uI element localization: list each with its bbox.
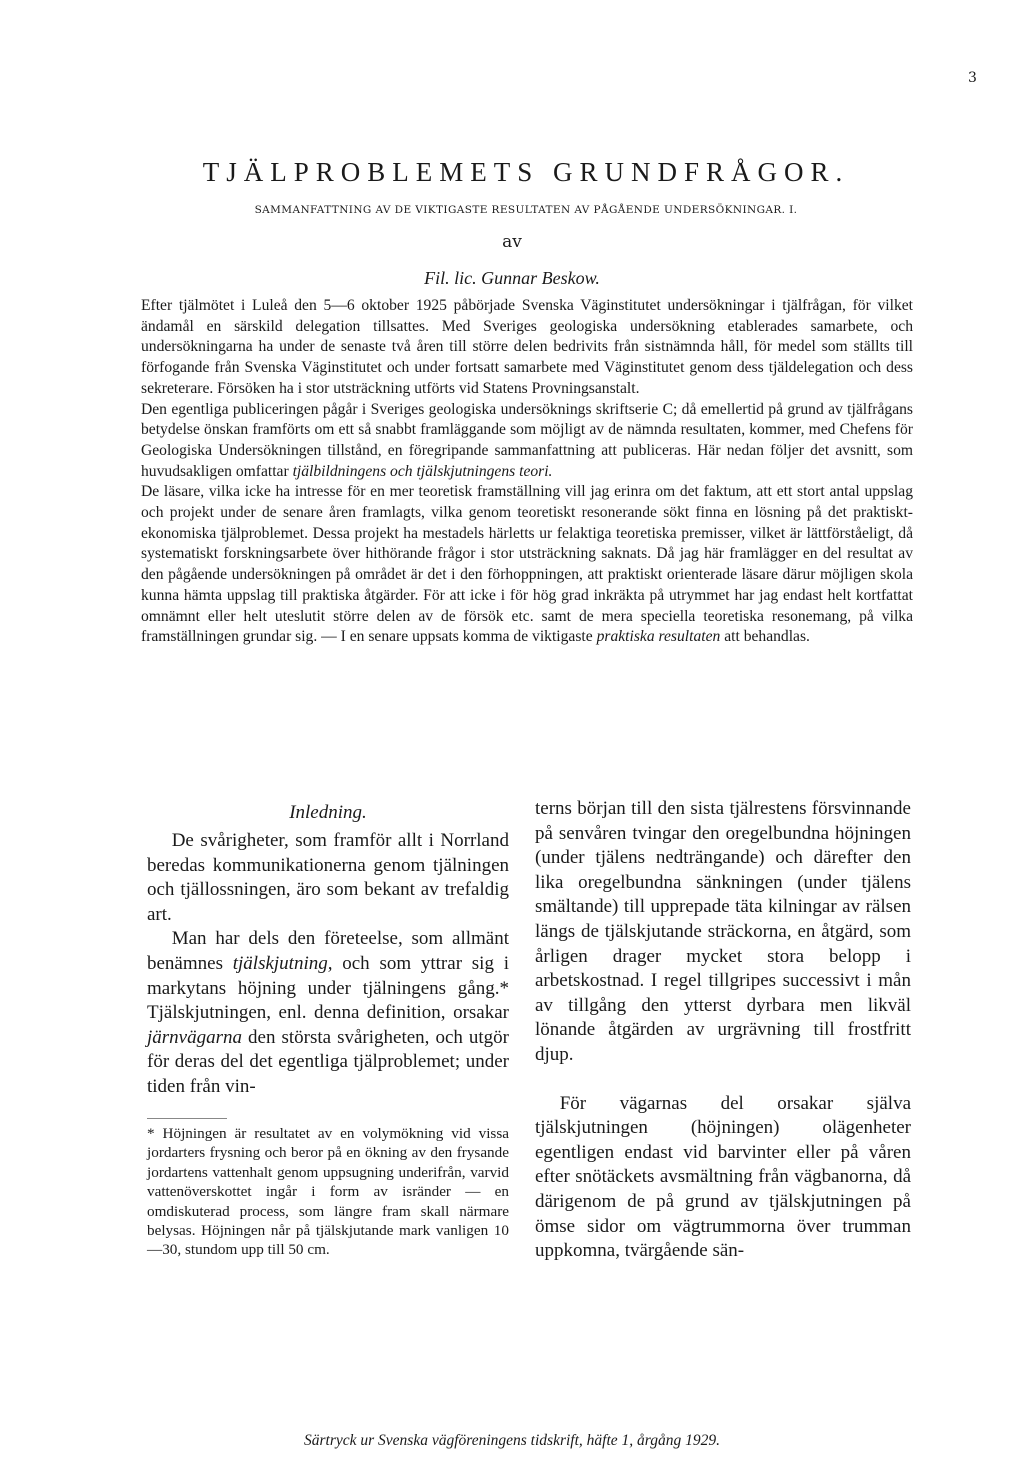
intro-p3-tail: att behandlas. [720, 628, 810, 646]
left-paragraph-1: De svårigheter, som framför allt i Norrland beredas kommunikationerna genom tjälningen och tjällossningen, äro som bekant av trefaldig art. [147, 830, 509, 925]
page-number: 3 [968, 70, 977, 86]
right-column [535, 797, 911, 1264]
left-paragraph-2 [147, 927, 509, 1099]
left-p2-emphasis-2: järnvägarna [147, 1026, 242, 1048]
footnote-separator [147, 1118, 227, 1119]
section-heading: Inledning. [289, 802, 367, 823]
intro-p2-emphasis: tjälbildningens och tjälskjutningens teori. [292, 462, 553, 480]
left-p2-text: Man har dels den företeelse, som allmänt benämnes [147, 928, 509, 974]
left-column [147, 797, 509, 1100]
right-paragraph-1: terns början till den sista tjälrestens försvinnande på senvåren tvingar den oregelbundna höjningen (under tjälens nedträngande) och därefter den lika oregelbundna sänkningen (under tjälens smältande) till upprepade täta kilningar av rälsen längs de tjälskjutande sträckorna, en åtgärd, som årligen drager mycket stora belopp i arbetskostnad. I regel tillgripes successivt i mån av tillgång den ytterst dyrbara men likväl lönande åtgärden av urgrävning till frostfritt djup. [535, 798, 911, 1065]
right-paragraph-2: För vägarnas del orsakar själva tjälskjutningen (höjningen) olägenheter egentligen endast vid barvinter eller på våren efter snötäckets avsmältning från vägbanorna, då därigenom de på grund av tjälskjutningen på ömse sidor om vägtrummorna över trumman uppkomna, tvärgående sän- [535, 1092, 911, 1262]
intro-p3-emphasis: praktiska resultaten [596, 628, 721, 646]
byline: av [502, 232, 522, 252]
footnote: * Höjningen är resultatet av en volymökning vid vissa jordarters frysning och beror på en ökning av den frysande jordartens vattenhalt genom uppsugning underifrån, varvid vattenöverskottet ingår i form av isränder — en omdiskuterad process, som längre fram skall närmare belysas. Höjningen når på tjälskjutande mark vanligen 10—30, stundom upp till 50 cm. [147, 1125, 509, 1259]
author-name: Fil. lic. Gunnar Beskow. [424, 268, 600, 288]
intro-paragraph-3 [141, 482, 913, 648]
intro-p2-text: Den egentliga publiceringen pågår i Sveriges geologiska undersöknings skriftserie C; då emellertid på grund av tjälfrågans betydelse önskan framförts om ett så snabbt framläggande som möjligt av de nämnda resultaten, kommer, med Chefens för Geologiska Undersökningen tillstånd, en föregripande sammanfattning att publiceras. Här nedan följer det avsnitt, som huvudsakligen omfattar [141, 400, 913, 480]
left-p2-emphasis-1: tjälskjutning, [232, 952, 333, 974]
article-subtitle: SAMMANFATTNING AV DE VIKTIGASTE RESULTATEN AV PÅGÅENDE UNDERSÖKNINGAR. I. [254, 204, 798, 216]
left-p2-text-b: och som yttrar sig i markytans höjning under tjälningens gång.* Tjälskjutningen, enl. denna definition, orsakar [147, 952, 509, 1024]
intro-section [141, 296, 913, 648]
left-p2-text-c: den största svårigheten, och utgör för deras del det egentliga tjälproblemet; under tiden från vin- [147, 1026, 509, 1097]
intro-paragraph-1: Efter tjälmötet i Luleå den 5—6 oktober 1925 påbörjade Svenska Väginstitutet undersökningar i tjälfrågan, för vilket ändamål en särskild delegation tillsattes. Med Sveriges geologiska undersökning etablerades samarbete, och undersökningarna ha under de senaste två åren till större delen bedrivits från sistnämnda håll, för medel som ställts till förfogande från Svenska Väginstitutet och under fortsatt samarbete med Väginstitutet genom dess tjäldelegation och dess sekreterare. Försöken ha i stor utsträckning utförts vid Statens Provningsanstalt. [141, 297, 913, 397]
intro-p3-text: De läsare, vilka icke ha intresse för en mer teoretisk framställning vill jag erinra om det faktum, att ett stort antal uppslag och projekt under de senare åren framlagts, vilka genom teoretiskt resonerande sökt finna en lösning på det praktiskt-ekonomiska tjälproblemet. Dessa projekt ha mestadels härletts ur felaktiga teoretiska premisser, vilket är lättförståeligt, då systematiskt forskningsarbete över hithörande frågor i stor utsträckning saknats. Då jag här framlägger en del resultat av den pågående undersökningen på området är det i den förhoppningen, att praktiskt orienterade läsare därur möjligen skola kunna hämta uppslag till praktiska åtgärder. För att icke i för hög grad inkräkta på utrymmet har jag endast helt kortfattat omnämnt eller helt uteslutit större delen av de försök etc. samt de mera speciella teoretiska resonemang, på vilka framställningen grundar sig. — I en senare uppsats komma de viktigaste [141, 483, 913, 646]
article-title: TJÄLPROBLEMETS GRUNDFRÅGOR. [202, 157, 850, 187]
intro-paragraph-2 [141, 400, 913, 483]
reprint-credit: Särtryck ur Svenska vägföreningens tidskrift, häfte 1, årgång 1929. [303, 1432, 720, 1449]
